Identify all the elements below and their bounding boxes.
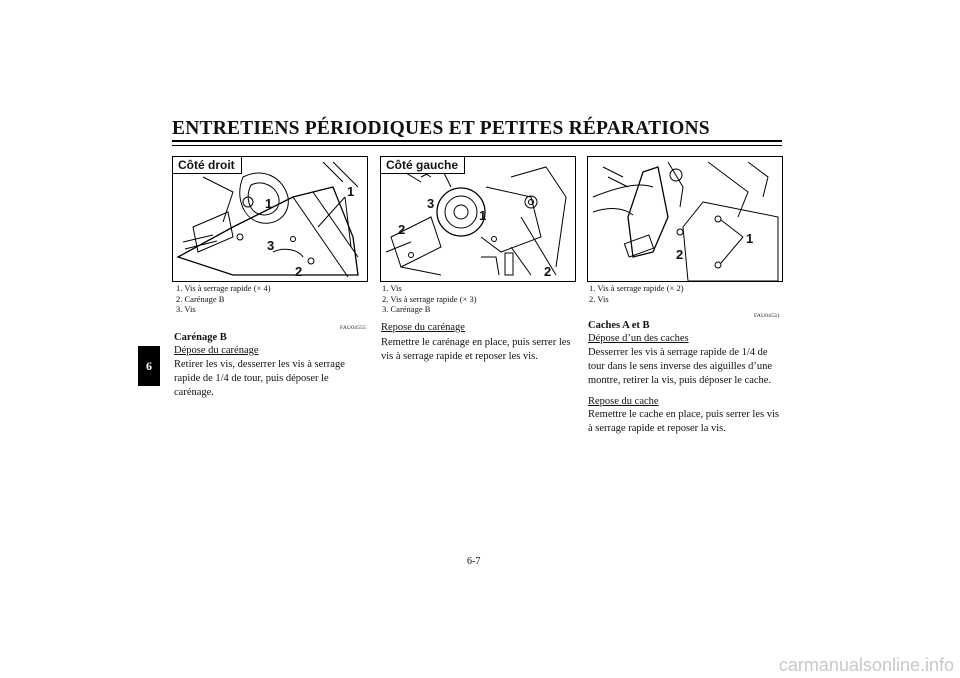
reference-code: FAU04531: [754, 313, 780, 319]
figure-legend: [382, 283, 477, 315]
watermark: carmanualsonline.info: [778, 655, 954, 675]
figure-right-side-drawing: [173, 157, 367, 281]
callout-2: 2: [676, 247, 684, 262]
callout-1: 1: [746, 231, 754, 246]
figure-covers-drawing: [588, 157, 782, 281]
page-title: ENTRETIENS PÉRIODIQUES ET PETITES RÉPARATIONS: [172, 118, 710, 139]
section-subheading: Repose du carénage: [381, 322, 465, 333]
figure-label: Côté droit: [172, 156, 242, 174]
figure-covers: [587, 156, 783, 282]
callout-1: 1: [347, 184, 355, 199]
legend-item: 2. Carénage B: [176, 293, 225, 304]
figure-label: Côté gauche: [380, 156, 465, 174]
figure-left-side: [380, 156, 576, 282]
legend-item: 3. Carénage B: [382, 304, 431, 314]
section-heading: Carénage B: [174, 332, 227, 343]
legend-item: 1. Vis à serrage rapide (× 2): [589, 283, 684, 293]
legend-item: 3. Vis: [176, 304, 196, 314]
callout-1: 1: [265, 196, 273, 211]
section-paragraph: Desserrer les vis à serrage rapide de 1/4 de tour dans le sens inverse des aiguilles d’une montre, retirer la vis, puis déposer le cache.: [588, 347, 772, 386]
figure-left-side-drawing: [381, 157, 575, 281]
reference-code: FAU04555: [340, 325, 366, 331]
legend-item: 1. Vis à serrage rapide (× 4): [176, 283, 271, 293]
section-paragraph: Retirer les vis, desserrer les vis à serrage rapide de 1/4 de tour, puis déposer le carénage.: [174, 359, 345, 398]
section-paragraph: Remettre le cache en place, puis serrer les vis à serrage rapide et reposer la vis.: [588, 409, 779, 434]
section-subheading: Dépose d’un des caches: [588, 333, 689, 344]
figure-legend: [176, 283, 271, 315]
section-subheading: Dépose du carénage: [174, 345, 259, 356]
chapter-tab: 6: [138, 346, 160, 386]
header-rule-thick: [172, 140, 782, 142]
callout-2: 2: [295, 264, 303, 279]
legend-item: 2. Vis: [589, 293, 609, 304]
callout-3: 3: [267, 238, 275, 253]
callout-2: 2: [544, 264, 552, 279]
figure-legend: [589, 283, 684, 304]
legend-item: 1. Vis: [382, 283, 402, 293]
section-paragraph: Remettre le carénage en place, puis serrer les vis à serrage rapide et reposer les vis.: [381, 337, 571, 362]
callout-2: 2: [398, 222, 406, 237]
legend-item: 2. Vis à serrage rapide (× 3): [382, 293, 477, 304]
callout-1: 1: [479, 208, 487, 223]
header-rule-thin: [172, 145, 782, 146]
page-number: 6-7: [467, 556, 481, 567]
section-subheading: Repose du cache: [588, 396, 659, 407]
section-heading: Caches A et B: [588, 320, 650, 331]
figure-right-side: [172, 156, 368, 282]
callout-3: 3: [427, 196, 435, 211]
